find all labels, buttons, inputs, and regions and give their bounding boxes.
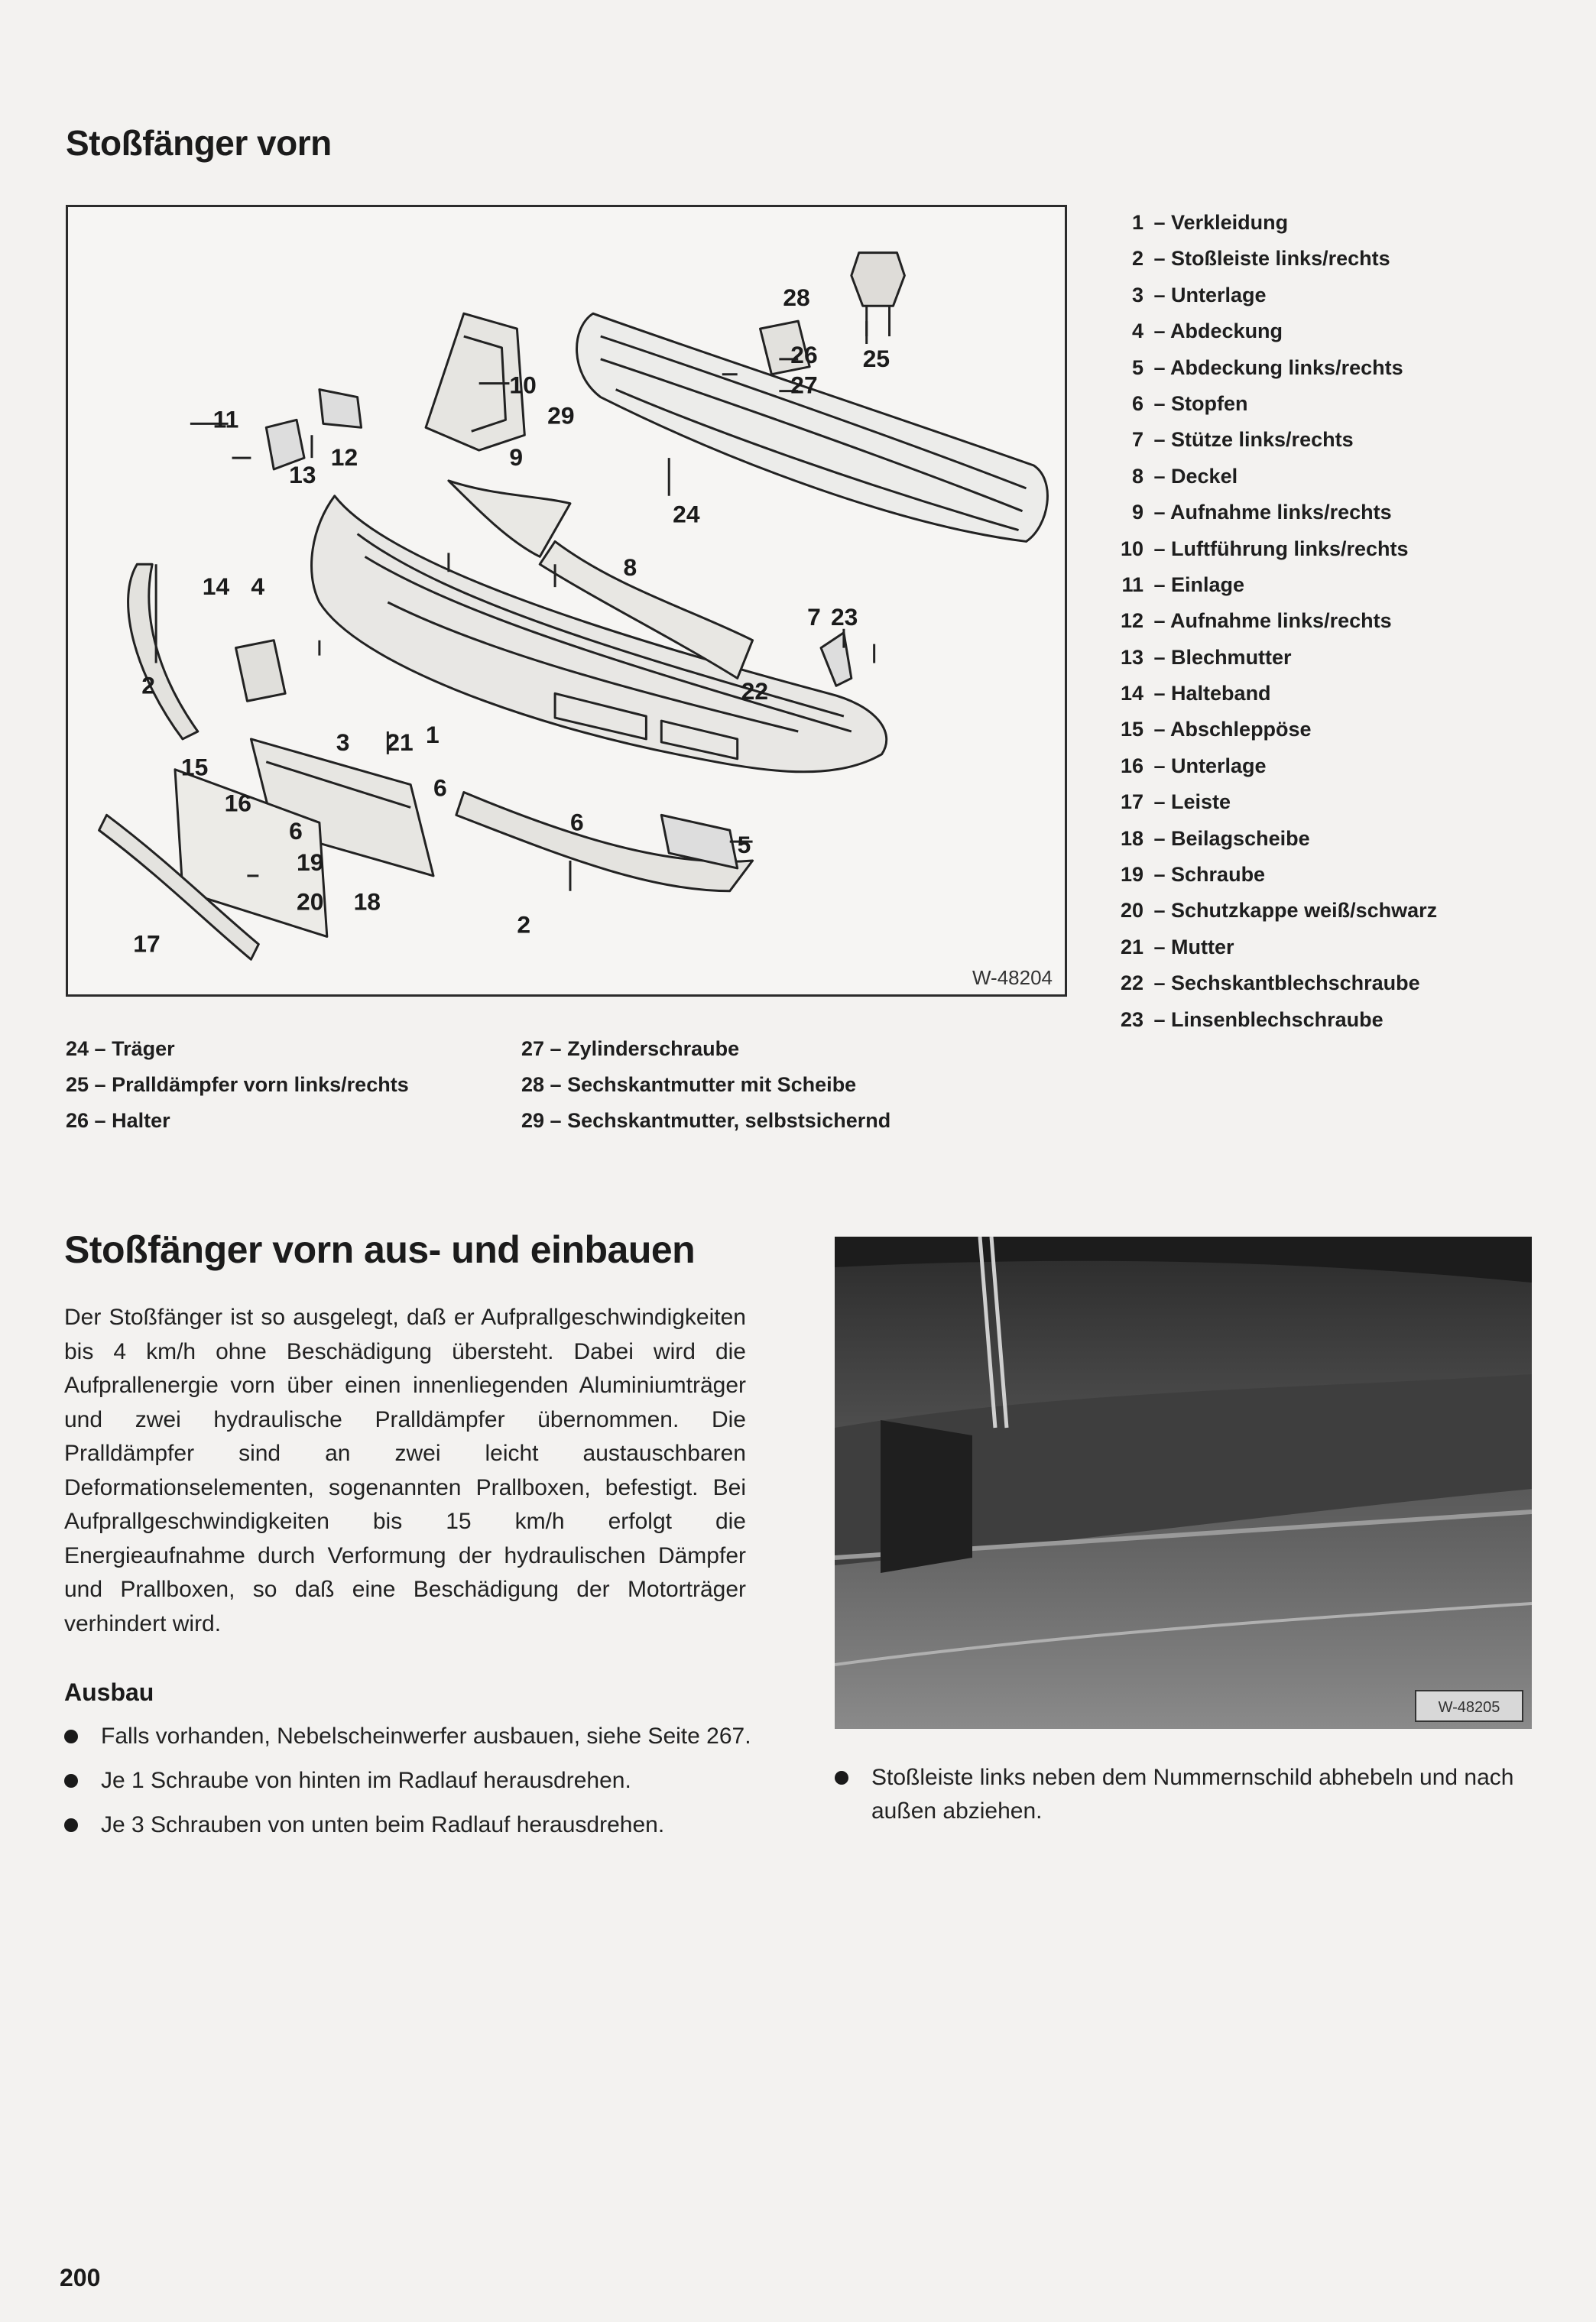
callout-14: 14: [202, 572, 230, 601]
callout-7: 7: [807, 602, 821, 631]
legend-list-bottom-left: [66, 1031, 494, 1139]
callout-26: 26: [790, 340, 818, 368]
legend-item: 29 – Sechskantmutter, selbstsichernd: [521, 1109, 891, 1132]
legend-item: 18 – Beilagscheibe: [1120, 826, 1310, 850]
bullet-icon: [835, 1771, 848, 1785]
bullet-icon: [64, 1818, 78, 1832]
legend-item: 10 – Luftführung links/rechts: [1120, 537, 1409, 560]
subsection-title: Ausbau: [64, 1678, 154, 1706]
bullet-icon: [64, 1774, 78, 1788]
legend-item: 3 – Unterlage: [1131, 283, 1267, 306]
legend-item: 16 – Unterlage: [1120, 754, 1267, 777]
callout-6c: 6: [569, 808, 584, 836]
callout-6a: 6: [289, 817, 303, 845]
legend-item: 21 – Mutter: [1120, 935, 1234, 958]
callout-5: 5: [737, 831, 751, 859]
callout-1: 1: [426, 720, 440, 748]
legend-item: 7 – Stütze links/rechts: [1131, 428, 1354, 452]
diagram-code: W-48204: [968, 965, 1057, 991]
legend-item: 1 – Verkleidung: [1131, 211, 1289, 234]
legend-item: 26 – Halter: [66, 1109, 170, 1132]
callout-8: 8: [623, 553, 637, 582]
legend-item: 12 – Aufnahme links/rechts: [1120, 609, 1392, 633]
legend-item: 27 – Zylinderschraube: [521, 1037, 740, 1060]
callout-22: 22: [741, 677, 769, 705]
callout-2b: 2: [517, 910, 531, 939]
step-item: Stoßleiste links neben dem Nummernschild abhebeln und nach außen abziehen.: [835, 1761, 1532, 1828]
legend-item: 23 – Linsenblechschraube: [1120, 1007, 1384, 1031]
legend-item: 4 – Abdeckung: [1131, 319, 1283, 343]
callout-13: 13: [289, 460, 316, 488]
callout-18: 18: [353, 887, 381, 916]
callout-3: 3: [336, 728, 350, 756]
legend-item: 28 – Sechskantmutter mit Scheibe: [521, 1073, 857, 1096]
callout-19: 19: [297, 848, 324, 876]
callout-27: 27: [790, 371, 818, 399]
callout-17: 17: [133, 929, 161, 958]
legend-item: 5 – Abdeckung links/rechts: [1131, 355, 1403, 379]
legend-item: 19 – Schraube: [1120, 863, 1266, 887]
callout-28: 28: [783, 284, 810, 312]
callout-6b: 6: [433, 773, 447, 802]
legend-item: 11 – Einlage: [1121, 572, 1245, 596]
callout-25: 25: [862, 344, 890, 372]
callout-12: 12: [330, 443, 358, 472]
bullet-icon: [64, 1730, 78, 1743]
legend-item: 9 – Aufnahme links/rechts: [1131, 501, 1392, 524]
step-item: Je 3 Schrauben von unten beim Radlauf herausdrehen.: [64, 1808, 752, 1842]
photo-caption: [835, 1761, 1532, 1828]
legend-item: 24 – Träger: [66, 1037, 175, 1060]
bumper-drawing: [68, 207, 1065, 994]
step-list: [64, 1720, 752, 1842]
legend-item: 22 – Sechskantblechschraube: [1120, 971, 1420, 995]
callout-20: 20: [297, 887, 324, 916]
callout-9: 9: [509, 443, 524, 472]
page-number: 200: [60, 2264, 101, 2291]
callout-23: 23: [830, 602, 858, 631]
callout-24: 24: [673, 500, 700, 528]
callout-16: 16: [224, 789, 251, 817]
step-item: Falls vorhanden, Nebelscheinwerfer ausbauen, siehe Seite 267.: [64, 1720, 752, 1753]
callout-4: 4: [251, 572, 265, 601]
callout-10: 10: [509, 371, 537, 399]
legend-list-bottom-right: [521, 1031, 980, 1139]
section-title: Stoßfänger vorn aus- und einbauen: [64, 1228, 696, 1271]
callout-2: 2: [141, 671, 155, 699]
photo-image: [835, 1237, 1532, 1729]
intro-paragraph: Der Stoßfänger ist so ausgelegt, daß er Aufprallgeschwindigkeiten bis 4 km/h ohne Beschädigung übersteht. Dabei wird die Aufprallenergie vorn über einen innenliegenden Aluminiumträger und zwei hydraulische Pralldämpfer übernommen. Die Pralldämpfer sind an zwei leicht austauschbaren Deformationselementen, sogenannten Prallboxen, befestigt. Bei Aufprallgeschwindigkeiten bis 15 km/h erfolgt die Energieaufnahme durch Verformung der hydraulischen Dämpfer und Prallboxen, so daß eine Beschädigung der Motorträger verhindert wird.: [64, 1305, 746, 1636]
legend-list: [1110, 205, 1568, 1038]
legend-item: 15 – Abschleppöse: [1120, 718, 1312, 741]
legend-item: 6 – Stopfen: [1131, 391, 1248, 415]
photo: [835, 1237, 1532, 1729]
callout-11: 11: [212, 405, 239, 433]
callout-15: 15: [180, 753, 209, 781]
legend-item: 25 – Pralldämpfer vorn links/rechts: [66, 1073, 409, 1096]
legend-item: 20 – Schutzkappe weiß/schwarz: [1120, 899, 1438, 923]
legend-item: 2 – Stoßleiste links/rechts: [1131, 247, 1390, 271]
legend-item: 17 – Leiste: [1120, 790, 1231, 814]
legend-item: 13 – Blechmutter: [1120, 645, 1292, 669]
legend-item: 8 – Deckel: [1131, 464, 1238, 488]
exploded-diagram: [66, 205, 1067, 997]
photo-code: W-48205: [1438, 1699, 1500, 1716]
callout-29: 29: [547, 401, 575, 430]
legend-item: 14 – Halteband: [1120, 682, 1271, 705]
step-item: Je 1 Schraube von hinten im Radlauf herausdrehen.: [64, 1764, 752, 1798]
section-title: Stoßfänger vorn: [66, 123, 332, 163]
callout-21: 21: [386, 728, 414, 756]
